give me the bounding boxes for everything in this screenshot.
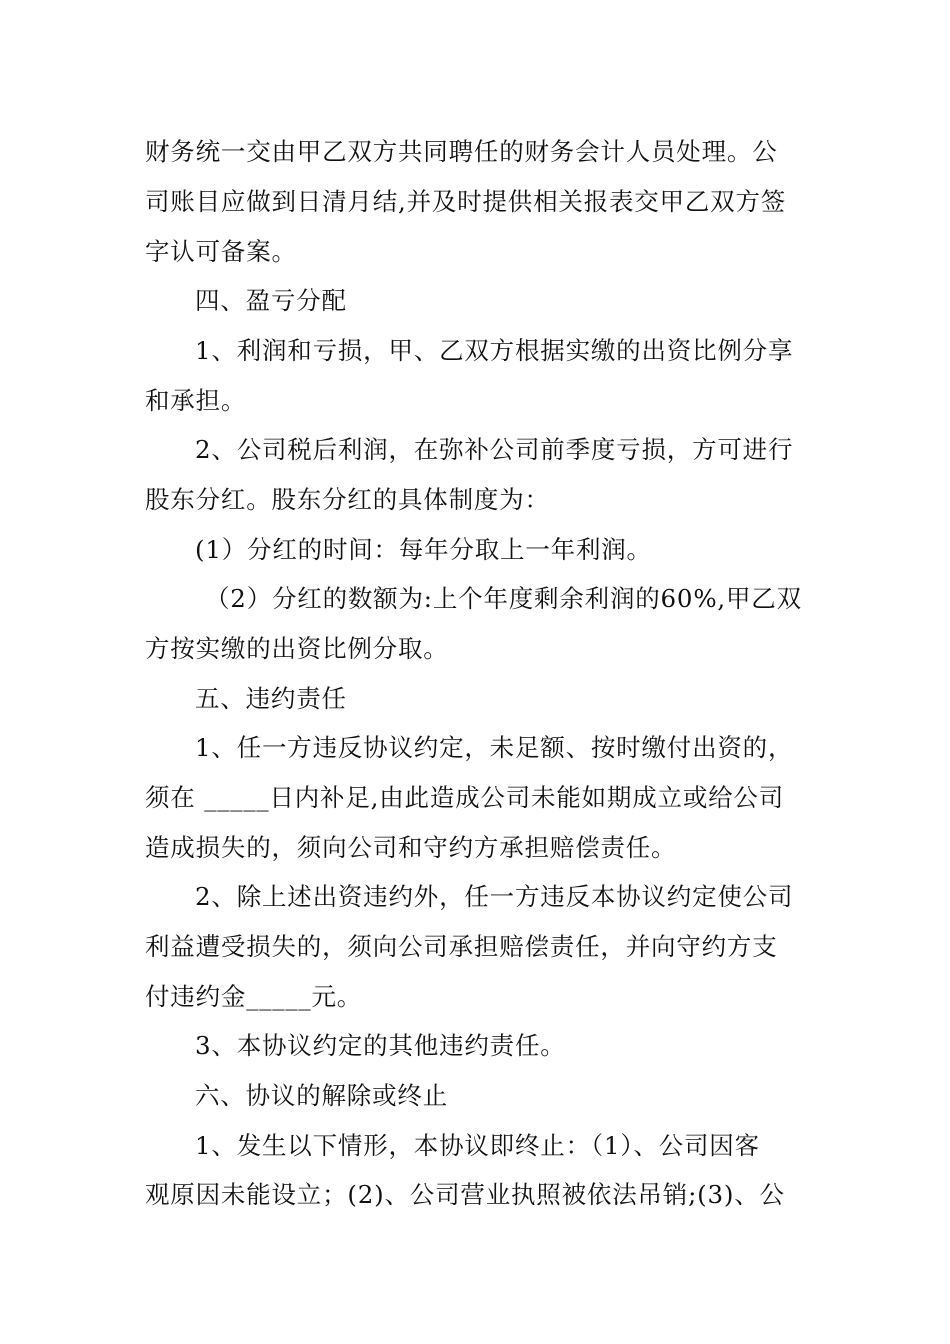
clause-text-line: 1、任一方违反协议约定，未足额、按时缴付出资的， — [195, 733, 794, 762]
sub-clause-text-line: 方按实缴的出资比例分取。 — [145, 634, 449, 663]
clause-text-line: 付违约金_____元。 — [145, 982, 363, 1011]
clause-text-line: 2、除上述出资违约外，任一方违反本协议约定使公司 — [195, 882, 794, 911]
section-heading-termination: 六、协议的解除或终止 — [195, 1081, 448, 1110]
clause-text-line: 1、发生以下情形，本协议即终止：（1）、公司因客 — [195, 1131, 760, 1160]
sub-clause-text-line: (1）分红的时间：每年分取上一年利润。 — [195, 535, 652, 564]
clause-text-line: 须在 _____日内补足,由此造成公司未能如期成立或给公司 — [145, 783, 785, 812]
sub-clause-text-line: （2）分红的数额为:上个年度剩余利润的60%,甲乙双 — [205, 584, 802, 613]
section-heading-breach: 五、违约责任 — [195, 684, 347, 713]
clause-text-line: 造成损失的，须向公司和守约方承担赔偿责任。 — [145, 833, 677, 862]
clause-text-line: 1、利润和亏损，甲、乙双方根据实缴的出资比例分享 — [195, 336, 794, 365]
clause-text-line: 和承担。 — [145, 386, 247, 415]
clause-text-line: 观原因未能设立；(2)、公司营业执照被依法吊销;(3)、公 — [145, 1180, 785, 1209]
body-text-line: 财务统一交由甲乙双方共同聘任的财务会计人员处理。公 — [145, 137, 778, 166]
clause-text-line: 股东分红。股东分红的具体制度为： — [145, 485, 550, 514]
clause-text-line: 3、本协议约定的其他违约责任。 — [195, 1031, 566, 1060]
clause-text-line: 2、公司税后利润，在弥补公司前季度亏损，方可进行 — [195, 435, 794, 464]
body-text-line: 司账目应做到日清月结,并及时提供相关报表交甲乙双方签 — [145, 187, 787, 216]
clause-text-line: 利益遭受损失的，须向公司承担赔偿责任，并向守约方支 — [145, 932, 778, 961]
body-text-line: 字认可备案。 — [145, 237, 297, 266]
section-heading-profit-loss: 四、盈亏分配 — [195, 286, 347, 315]
